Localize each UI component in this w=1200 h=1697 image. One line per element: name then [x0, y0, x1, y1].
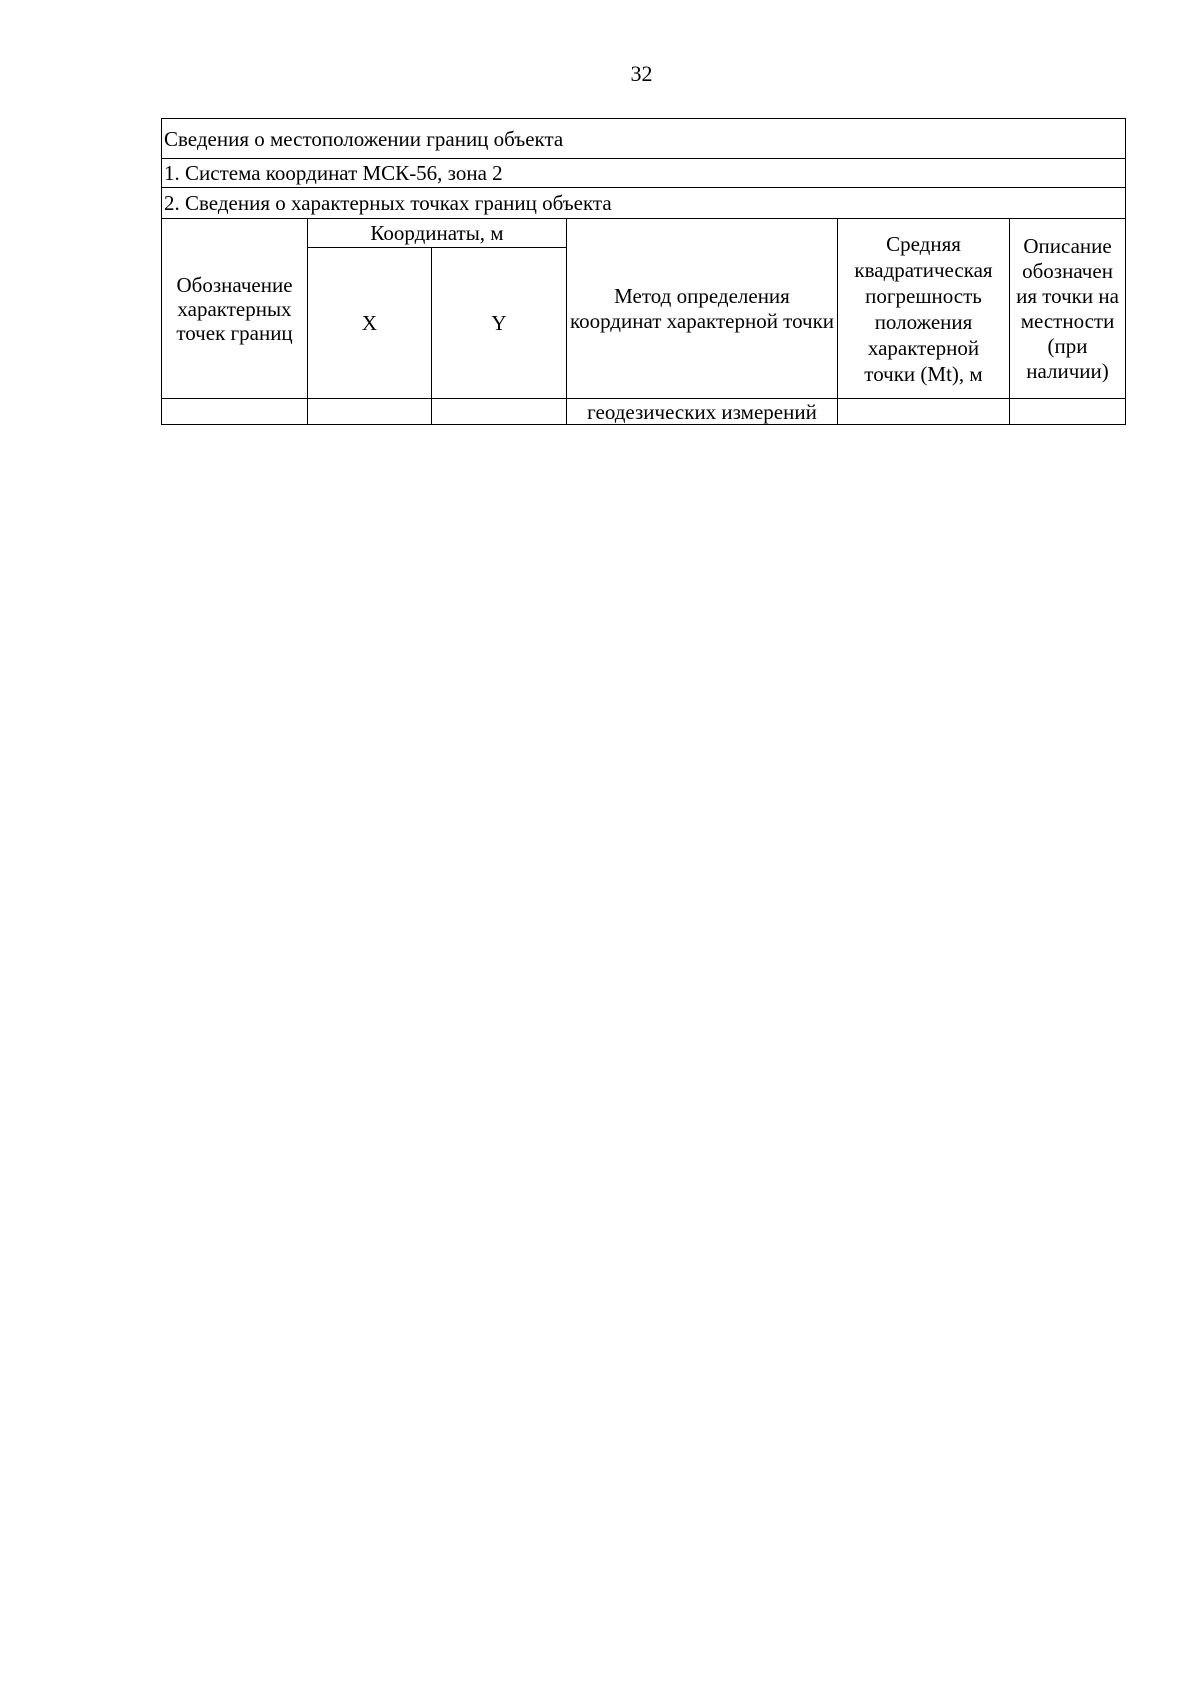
page-number: 32 — [630, 61, 653, 86]
cell-method: геодезических измерений — [567, 399, 838, 425]
table-title: Сведения о местоположении границ объекта — [162, 119, 1126, 159]
table-title-row — [162, 119, 1126, 159]
boundary-table — [161, 118, 1126, 425]
table-row — [162, 399, 1126, 425]
cell-error — [838, 399, 1010, 425]
cell-designation — [162, 399, 308, 425]
header-coordinates: Координаты, м — [308, 219, 567, 248]
cell-y — [432, 399, 567, 425]
cell-description — [1010, 399, 1126, 425]
header-row-1 — [162, 219, 1126, 248]
header-description: Описание обозначен ия точки на местности (при наличии) — [1010, 219, 1126, 399]
header-y: Y — [432, 248, 567, 399]
header-x: X — [308, 248, 432, 399]
header-error: Средняя квадратическая погрешность положения характерной точки (Mt), м — [838, 219, 1010, 399]
header-method: Метод определения координат характерной точки — [567, 219, 838, 399]
header-designation: Обозначение характерных точек границ — [162, 219, 308, 399]
points-section-title: 2. Сведения о характерных точках границ объекта — [162, 188, 1126, 219]
coordinate-system: 1. Система координат МСК-56, зона 2 — [162, 159, 1126, 188]
points-section-row — [162, 188, 1126, 219]
cell-x — [308, 399, 432, 425]
coordinate-system-row — [162, 159, 1126, 188]
